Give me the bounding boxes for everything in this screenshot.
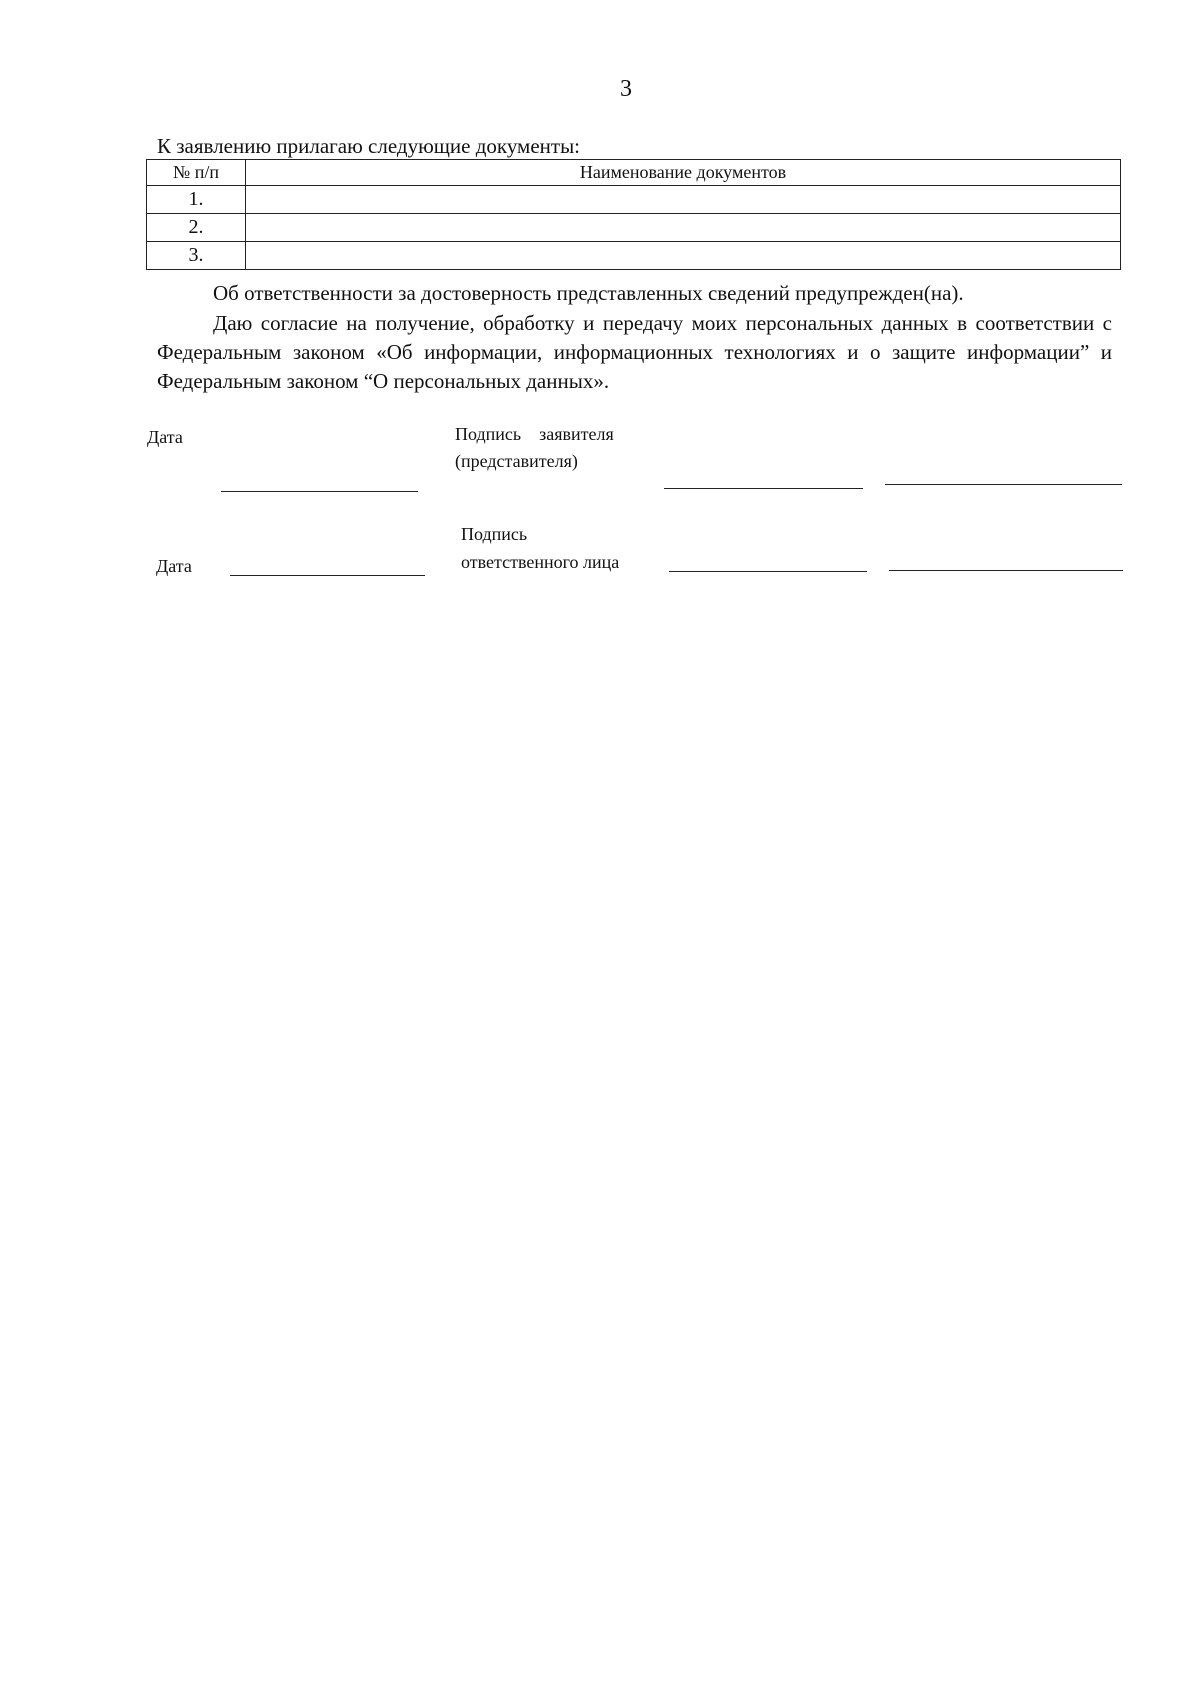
attachments-table	[146, 159, 1121, 270]
attachments-intro: К заявлению прилагаю следующие документы:	[157, 134, 581, 158]
document-name-cell[interactable]	[246, 214, 1121, 242]
applicant-signature-label: Подпись заявителя	[455, 424, 614, 444]
column-header-document-name: Наименование документов	[246, 160, 1121, 186]
applicant-date-line[interactable]	[221, 491, 418, 492]
applicant-signature-line[interactable]	[664, 488, 863, 489]
official-date-line[interactable]	[230, 575, 425, 576]
table-row	[147, 186, 1121, 214]
official-signature-line[interactable]	[669, 571, 867, 572]
applicant-name-line[interactable]	[885, 484, 1122, 485]
official-signature-sublabel: ответственного лица	[461, 552, 620, 572]
table-header-row	[147, 160, 1121, 186]
official-name-line[interactable]	[889, 570, 1123, 571]
official-signature-label: Подпись	[461, 524, 528, 544]
table-row	[147, 242, 1121, 270]
document-name-cell[interactable]	[246, 186, 1121, 214]
applicant-date-label: Дата	[147, 427, 183, 447]
row-number-cell: 3.	[147, 242, 246, 270]
personal-data-consent: Даю согласие на получение, обработку и передачу моих персональных данных в соответствии с Федеральным законом «Об информации, информационных технологиях и о защите информации” и Федеральным законом “О персональных данных».	[157, 311, 1112, 393]
row-number-cell: 2.	[147, 214, 246, 242]
column-header-number: № п/п	[147, 160, 246, 186]
official-date-label: Дата	[156, 556, 192, 576]
document-name-cell[interactable]	[246, 242, 1121, 270]
responsibility-warning: Об ответственности за достоверность представленных сведений предупрежден(на).	[213, 281, 964, 305]
row-number-cell: 1.	[147, 186, 246, 214]
table-row	[147, 214, 1121, 242]
applicant-signature-sublabel: (представителя)	[455, 451, 578, 471]
page-number: 3	[620, 76, 632, 102]
